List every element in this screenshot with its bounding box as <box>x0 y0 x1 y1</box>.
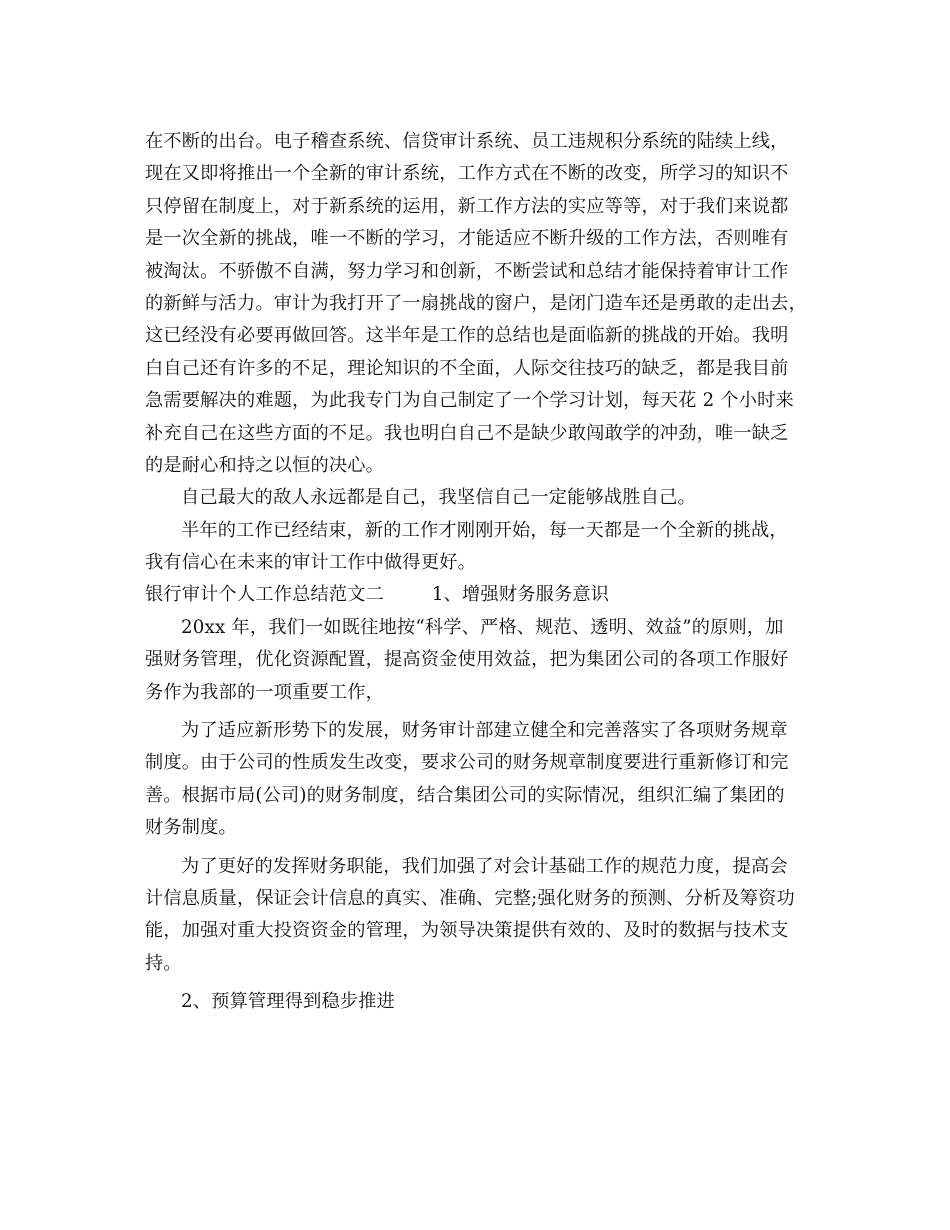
text-line: 自己最大的敌人永远都是自己，我坚信自己一定能够战胜自己。 <box>181 487 696 509</box>
text-line: 急需要解决的难题，为此我专门为自己制定了一个学习计划，每天花 2 个小时来 <box>145 390 794 412</box>
section-heading <box>145 579 810 611</box>
text-line: 这已经没有必要再做回答。这半年是工作的总结也是面临新的挑战的开始。我明 <box>145 325 789 347</box>
text-line: 只停留在制度上，对于新系统的运用，新工作方法的实应等等，对于我们来说都 <box>145 195 789 217</box>
text-line: 的新鲜与活力。审计为我打开了一扇挑战的窗户，是闭门造车还是勇敢的走出去， <box>145 292 807 314</box>
heading-text: 银行审计个人工作总结范文二 1、增强财务服务意识 <box>145 584 610 606</box>
text-line: 务作为我部的一项重要工作， <box>145 681 385 703</box>
document-body <box>145 126 810 1019</box>
text-line: 计信息质量，保证会计信息的真实、准确、完整;强化财务的预测、分析及筹资功 <box>145 887 795 909</box>
paragraph-self-enemy <box>145 482 810 514</box>
paragraph-finance-rules <box>145 715 810 845</box>
text-line: 为了适应新形势下的发展，财务审计部建立健全和完善落实了各项财务规章 <box>181 720 788 742</box>
text-line: 为了更好的发挥财务职能，我们加强了对会计基础工作的规范力度，提高会 <box>181 855 788 877</box>
paragraph-finance-principles <box>145 612 810 709</box>
paragraph-audit-learning <box>145 126 810 482</box>
text-line: 能，加强对重大投资资金的管理，为领导决策提供有效的、及时的数据与技术支 <box>145 920 789 942</box>
paragraph-budget-heading <box>145 986 810 1018</box>
text-line: 是一次全新的挑战，唯一不断的学习，才能适应不断升级的工作方法，否则唯有 <box>145 228 789 250</box>
text-line: 现在又即将推出一个全新的审计系统，工作方式在不断的改变，所学习的知识不 <box>145 163 789 185</box>
text-line: 的是耐心和持之以恒的决心。 <box>145 454 385 476</box>
paragraph-half-year <box>145 515 810 580</box>
text-line: 被淘汰。不骄傲不自满，努力学习和创新，不断尝试和总结才能保持着审计工作 <box>145 260 789 282</box>
text-line: 制度。由于公司的性质发生改变，要求公司的财务规章制度要进行重新修订和完 <box>145 752 789 774</box>
text-line: 持。 <box>145 952 182 974</box>
text-line: 补充自己在这些方面的不足。我也明白自己不是缺少敢闯敢学的冲劲，唯一缺乏 <box>145 422 789 444</box>
text-line: 白自己还有许多的不足，理论知识的不全面，人际交往技巧的缺乏，都是我目前 <box>145 357 789 379</box>
text-line: 2、预算管理得到稳步推进 <box>181 991 396 1013</box>
paragraph-finance-functions <box>145 851 810 981</box>
text-line: 在不断的出台。电子稽查系统、信贷审计系统、员工违规积分系统的陆续上线， <box>145 131 789 152</box>
text-line: 财务制度。 <box>145 817 237 839</box>
text-line: 我有信心在未来的审计工作中做得更好。 <box>145 552 476 574</box>
text-line: 善。根据市局(公司)的财务制度，结合集团公司的实际情况，组织汇编了集团的 <box>145 784 785 806</box>
text-line: 强财务管理，优化资源配置，提高资金使用效益，把为集团公司的各项工作服好 <box>145 649 789 671</box>
text-line: 20xx 年，我们一如既往地按“科学、严格、规范、透明、效益”的原则，加 <box>181 616 784 638</box>
text-line: 半年的工作已经结束，新的工作才刚刚开始，每一天都是一个全新的挑战， <box>181 519 788 541</box>
